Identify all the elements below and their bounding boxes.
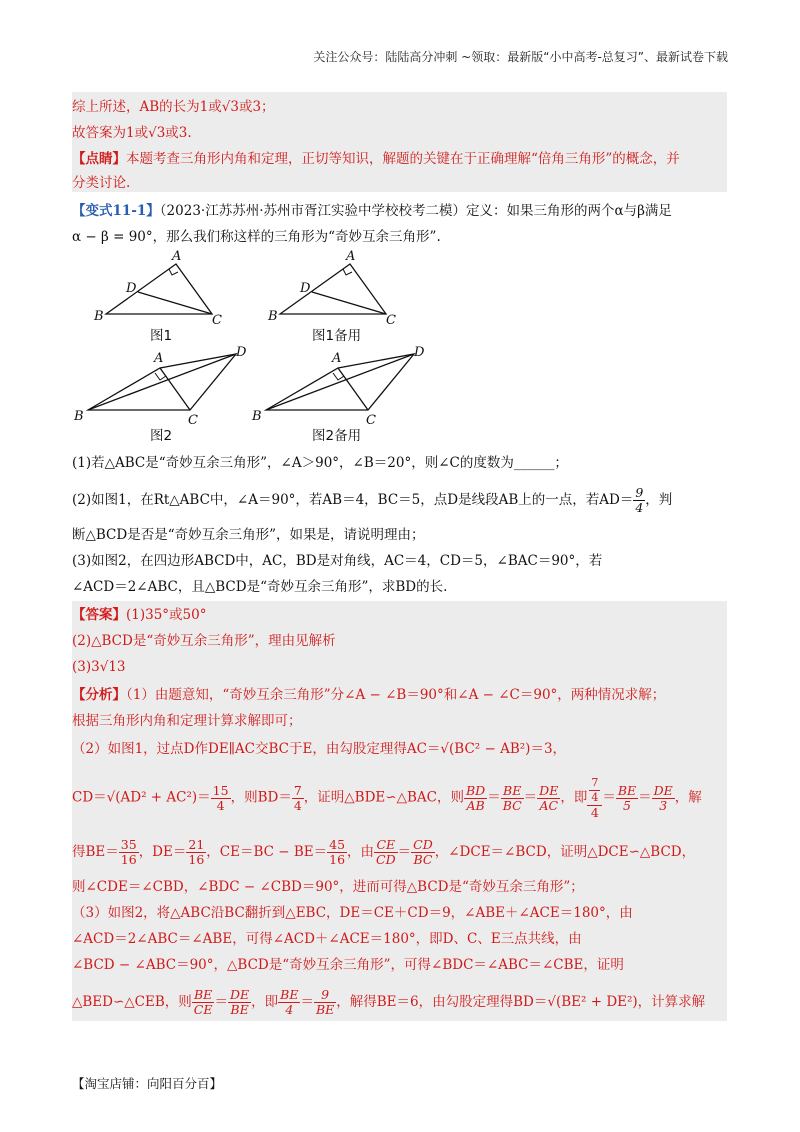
analysis-line-10 xyxy=(72,988,705,1017)
fig2-label-D: D xyxy=(236,345,247,360)
p2b-1: CD＝√(AD² + AC²)＝ xyxy=(72,789,211,806)
figure-1 xyxy=(88,248,228,330)
figure-1-backup xyxy=(262,248,402,330)
comment-line xyxy=(72,148,680,170)
figure-2-caption: 图2 xyxy=(150,428,173,444)
p3d-4: ＝ xyxy=(300,994,314,1010)
figure-2-backup-caption: 图2备用 xyxy=(312,428,362,444)
analysis-tag: 【分析】 xyxy=(72,687,126,703)
p2b-7: ＝ xyxy=(602,789,616,806)
answer-1: (1)35°或50° xyxy=(126,607,207,623)
fig2b-label-D: D xyxy=(414,345,425,360)
answer-tag: 【答案】 xyxy=(72,607,126,623)
frac-45-16: $\frac{45}{16}$ xyxy=(329,837,346,867)
analysis-line-4 xyxy=(72,776,702,820)
problem-tag: 【变式11-1】 xyxy=(72,203,160,219)
summary-line-1: 综上所述，AB的长为1或√3或3； xyxy=(72,99,275,115)
frac-15-4: $\frac{15}{4}$ xyxy=(212,782,229,813)
answer-2: (2)△BCD是“奇妙互余三角形”，理由见解析 xyxy=(72,633,336,649)
analysis-line-9: ∠BCD − ∠ABC＝90°，△BCD是“奇妙互余三角形”，可得∠BDC＝∠ABC＝∠CBE，证明 xyxy=(72,957,624,973)
p2b-9: ，解 xyxy=(674,789,702,806)
q2-text: (2)如图1，在Rt△ABC中，∠A＝90°，若AB＝4，BC＝5，点D是线段AB上的一点，若AD＝ xyxy=(72,492,634,508)
frac-be-bc: $\frac{BE}{BC}$ xyxy=(502,782,522,813)
frac-9-be: $\frac{9}{BE}$ xyxy=(315,987,335,1017)
figure-2-backup xyxy=(248,342,428,426)
question-1: (1)若△ABC是“奇妙互余三角形”，∠A＞90°，∠B＝20°，则∠C的度数为______； xyxy=(72,455,568,471)
question-2-line-1 xyxy=(72,486,672,515)
p2c-2: ，DE＝ xyxy=(138,844,187,860)
problem-header xyxy=(72,200,672,222)
question-2-line-2: 断△BCD是否是“奇妙互余三角形”，如果是，请说明理由； xyxy=(72,527,425,543)
answer-3: (3)3√13 xyxy=(72,659,126,675)
question-3-line-2: ∠ACD＝2∠ABC，且△BCD是“奇妙互余三角形”，求BD的长. xyxy=(72,579,448,595)
fig2b-label-B: B xyxy=(252,409,262,424)
analysis-line-1 xyxy=(72,684,665,706)
fig1-label-D: D xyxy=(126,281,137,296)
fig1b-label-C: C xyxy=(386,313,396,328)
frac-bd-ab: $\frac{BD}{AB}$ xyxy=(465,782,486,813)
figure-2 xyxy=(70,342,250,426)
frac-be-ce: $\frac{BE}{CE}$ xyxy=(193,987,213,1017)
page-header: 关注公众号：陆陆高分冲刺 ~领取：最新版“小中高考-总复习”、最新试卷下载 xyxy=(313,50,728,64)
analysis-line-6: 则∠CDE＝∠CBD，∠BDC − ∠CBD＝90°，进而可得△BCD是“奇妙互余三角形”； xyxy=(72,879,584,895)
analysis-line-2: 根据三角形内角和定理计算求解即可； xyxy=(72,713,302,729)
q2-fraction: $\frac{9}{4}$ xyxy=(635,485,644,515)
fig1b-label-D: D xyxy=(300,281,311,296)
p2b-8: ＝ xyxy=(638,789,652,806)
comment-text: 本题考查三角形内角和定理，正切等知识，解题的关键在于正确理解“倍角三角形”的概念，并 xyxy=(126,151,680,167)
analysis-line-7: （3）如图2，将△ABC沿BC翻折到△EBC，DE＝CE＋CD＝9，∠ABE＋∠ACE＝180°，由 xyxy=(72,905,633,921)
p2c-5: ＝ xyxy=(397,844,412,860)
fig1b-label-A: A xyxy=(346,249,356,264)
analysis-line-3: （2）如图1，过点D作DE∥AC交BC于E，由勾股定理得AC＝√(BC² − AB²)＝3， xyxy=(72,741,567,757)
problem-definition: α − β = 90°，那么我们称这样的三角形为“奇妙互余三角形”. xyxy=(72,229,441,245)
frac-be-4: $\frac{BE}{4}$ xyxy=(280,987,299,1017)
p2b-2: ，则BD＝ xyxy=(230,789,292,806)
p2b-5: ＝ xyxy=(523,789,538,806)
analysis-p1a: （1）由题意知，“奇妙互余三角形”分∠A − ∠B＝90°和∠A − ∠C＝90°，两种情况求解； xyxy=(126,687,666,703)
frac-7-4: $\frac{7}{4}$ xyxy=(293,782,302,813)
fig2b-label-A: A xyxy=(332,351,342,366)
p2b-4: ＝ xyxy=(487,789,501,806)
fig1-label-B: B xyxy=(94,309,104,324)
p3d-5: ，解得BE＝6，由勾股定理得BD＝√(BE² + DE²)，计算求解 xyxy=(336,994,706,1010)
frac-de-ac: $\frac{DE}{AC}$ xyxy=(539,782,559,813)
q2-text-tail: ，判 xyxy=(645,492,673,508)
answer-line-1 xyxy=(72,604,206,626)
fig1-label-C: C xyxy=(212,313,222,328)
comment-line-2: 分类讨论. xyxy=(72,175,131,191)
page-footer: 【淘宝店铺：向阳百分百】 xyxy=(72,1076,223,1091)
figure-1-backup-caption: 图1备用 xyxy=(312,328,362,344)
p2c-6: ，∠DCE＝∠BCD，证明△DCE∽△BCD， xyxy=(434,844,696,860)
fig1-label-A: A xyxy=(172,249,182,264)
frac-de-be: $\frac{DE}{BE}$ xyxy=(229,987,250,1017)
fig2-label-A: A xyxy=(154,351,164,366)
frac-35-16: $\frac{35}{16}$ xyxy=(120,837,137,867)
p2c-3: ，CE＝BC − BE＝ xyxy=(206,844,328,860)
summary-line-2: 故答案为1或√3或3. xyxy=(72,125,192,141)
comment-tag: 【点睛】 xyxy=(72,151,126,167)
question-3-line-1: (3)如图2，在四边形ABCD中，AC，BD是对角线，AC＝4，CD＝5，∠BAC＝90°，若 xyxy=(72,553,603,569)
fig2-label-C: C xyxy=(188,413,198,426)
fig2-label-B: B xyxy=(74,409,84,424)
frac-cd-bc: $\frac{CD}{BC}$ xyxy=(413,837,433,867)
fig1b-label-B: B xyxy=(268,309,278,324)
frac-de-3: $\frac{DE}{3}$ xyxy=(653,782,673,813)
p3d-3: ，即 xyxy=(251,994,279,1010)
frac-7-4-over-4: $\frac{\frac{7}{4}}{4}$ xyxy=(587,776,602,820)
problem-source: （2023·江苏苏州·苏州市胥江实验中学校校考二模）定义：如果三角形的两个α与β满足 xyxy=(159,203,672,219)
p2b-3: ，证明△BDE∽△BAC，则 xyxy=(303,789,464,806)
figure-1-caption: 图1 xyxy=(150,328,173,344)
frac-21-16: $\frac{21}{16}$ xyxy=(188,837,205,867)
p2c-4: ，由 xyxy=(347,844,375,860)
p3d-2: ＝ xyxy=(214,994,228,1010)
frac-ce-cd: $\frac{CE}{CD}$ xyxy=(376,837,396,867)
p2c-1: 得BE＝ xyxy=(72,844,119,860)
fig2b-label-C: C xyxy=(366,413,376,426)
frac-be-5: $\frac{BE}{5}$ xyxy=(617,782,637,813)
analysis-line-5 xyxy=(72,838,695,867)
p2b-6: ，即 xyxy=(560,789,588,806)
analysis-line-8: ∠ACD＝2∠ABC＝∠ABE，可得∠ACD＋∠ACE＝180°，即D、C、E三点共线，由 xyxy=(72,931,582,947)
p3d-1: △BED∽△CEB，则 xyxy=(72,994,192,1010)
